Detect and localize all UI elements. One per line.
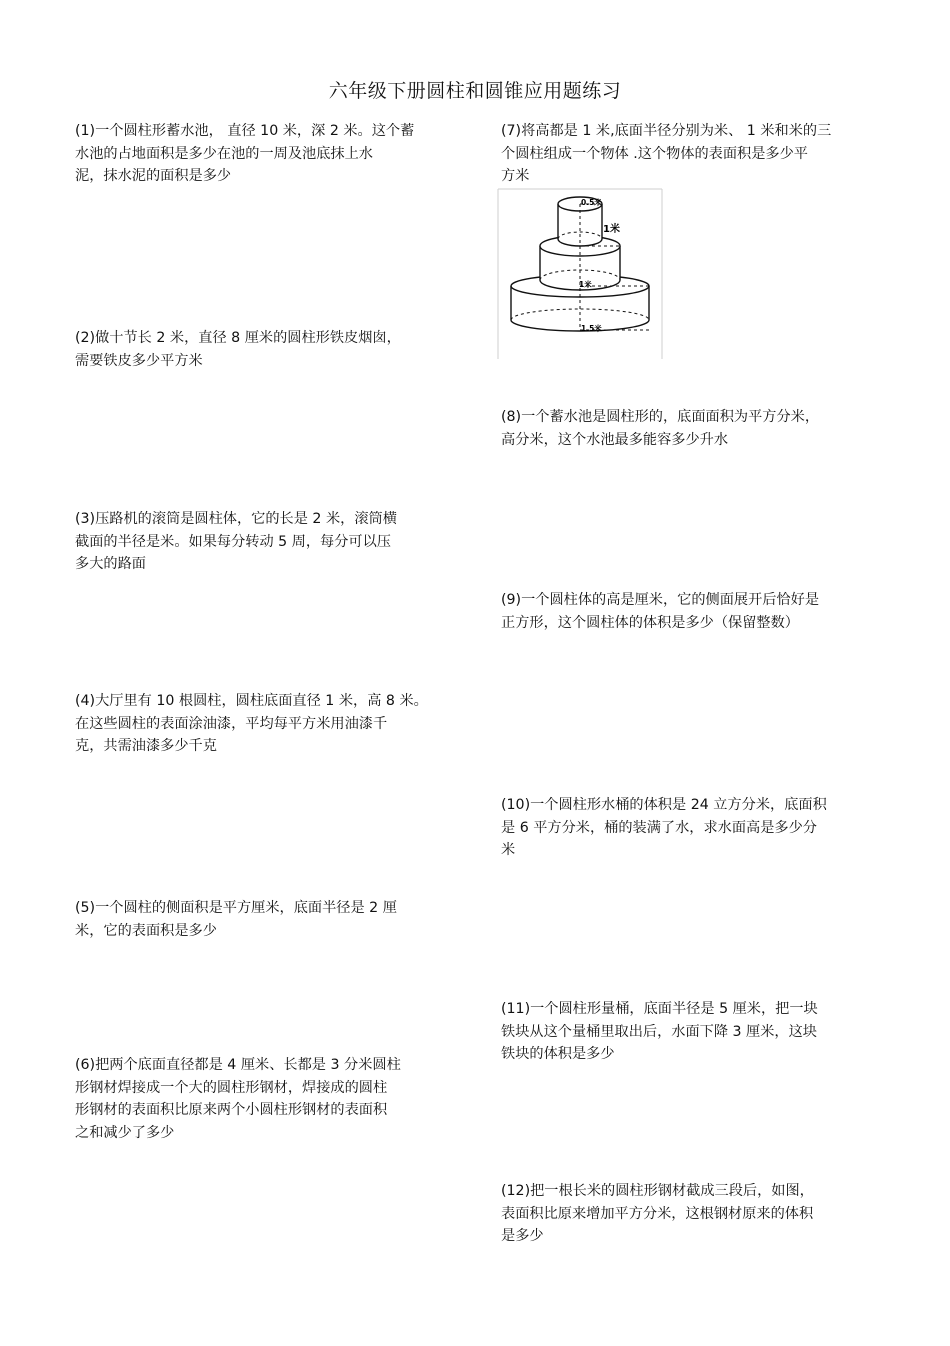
question-11-line-3: 铁块的体积是多少 xyxy=(501,1046,615,1062)
label-top-radius: 0.5米 xyxy=(581,198,602,207)
question-7-line-2: 个圆柱组成一个物体 .这个物体的表面积是多少平 xyxy=(501,145,808,162)
question-2-line-2: 需要铁皮多少平方米 xyxy=(75,352,203,369)
question-4-line-1: (4)大厅里有 10 根圆柱，圆柱底面直径 1 米，高 8 米。 xyxy=(75,693,428,709)
question-12 xyxy=(501,1180,814,1248)
page-title: 六年级下册圆柱和圆锥应用题练习 xyxy=(328,80,622,102)
question-12-line-1: (12)把一根长米的圆柱形钢材截成三段后，如图， xyxy=(501,1183,814,1199)
question-9 xyxy=(501,589,819,634)
question-1-line-1: (1)一个圆柱形蓄水池， 直径 10 米，深 2 米。这个蓄 xyxy=(75,123,415,139)
question-5-line-1: (5)一个圆柱的侧面积是平方厘米，底面半径是 2 厘 xyxy=(75,900,397,916)
question-11 xyxy=(501,998,818,1066)
question-4-line-3: 克，共需油漆多少千克 xyxy=(75,738,217,754)
question-10-line-3: 米 xyxy=(501,842,516,858)
question-6-line-1: (6)把两个底面直径都是 4 厘米、长都是 3 分米圆柱 xyxy=(75,1057,401,1073)
question-6 xyxy=(75,1054,401,1144)
question-3-line-1: (3)压路机的滚筒是圆柱体，它的长是 2 米，滚筒横 xyxy=(75,511,397,527)
question-8-line-2: 高分米，这个水池最多能容多少升水 xyxy=(501,431,729,448)
question-6-line-3: 形钢材的表面积比原来两个小圆柱形钢材的表面积 xyxy=(75,1102,388,1118)
question-4-line-2: 在这些圆柱的表面涂油漆，平均每平方米用油漆千 xyxy=(75,715,388,732)
label-height: 1米 xyxy=(603,224,620,235)
question-10-line-1: (10)一个圆柱形水桶的体积是 24 立方分米，底面积 xyxy=(501,797,827,813)
question-3 xyxy=(75,508,397,576)
question-11-line-1: (11)一个圆柱形量桶，底面半径是 5 厘米，把一块 xyxy=(501,1001,818,1017)
question-12-line-3: 是多少 xyxy=(501,1228,544,1244)
label-bottom-radius: 1.5米 xyxy=(581,324,602,333)
question-7-line-1: (7)将高都是 1 米,底面半径分别为米、 1 米和米的三 xyxy=(501,123,832,139)
question-5 xyxy=(75,897,397,942)
stacked-cylinders-figure xyxy=(497,188,663,360)
question-7-line-3: 方米 xyxy=(501,168,530,184)
question-1 xyxy=(75,120,414,188)
question-3-line-3: 多大的路面 xyxy=(75,556,146,572)
question-4 xyxy=(75,690,428,758)
question-10-line-2: 是 6 平方分米，桶的装满了水，求水面高是多少分 xyxy=(501,819,817,836)
question-10 xyxy=(501,794,827,862)
question-5-line-2: 米，它的表面积是多少 xyxy=(75,922,217,939)
label-middle-radius: 1米 xyxy=(579,280,592,289)
question-6-line-2: 形钢材焊接成一个大的圆柱形钢材，焊接成的圆柱 xyxy=(75,1079,388,1096)
question-1-line-2: 水池的占地面积是多少在池的一周及池底抹上水 xyxy=(75,145,373,162)
question-7 xyxy=(501,120,831,188)
question-12-line-2: 表面积比原来增加平方分米，这根钢材原来的体积 xyxy=(501,1205,814,1222)
question-9-line-1: (9)一个圆柱体的高是厘米，它的侧面展开后恰好是 xyxy=(501,592,820,608)
question-2 xyxy=(75,327,401,372)
question-6-line-4: 之和减少了多少 xyxy=(75,1124,175,1141)
question-8-line-1: (8)一个蓄水池是圆柱形的，底面面积为平方分米， xyxy=(501,409,820,425)
question-11-line-2: 铁块从这个量桶里取出后，水面下降 3 厘米，这块 xyxy=(501,1023,817,1040)
question-9-line-2: 正方形，这个圆柱体的体积是多少（保留整数） xyxy=(501,614,799,631)
hidden-edges xyxy=(511,204,649,330)
question-1-line-3: 泥，抹水泥的面积是多少 xyxy=(75,168,232,184)
question-3-line-2: 截面的半径是米。如果每分转动 5 周，每分可以压 xyxy=(75,533,391,550)
question-8 xyxy=(501,406,819,451)
question-2-line-1: (2)做十节长 2 米，直径 8 厘米的圆柱形铁皮烟囱， xyxy=(75,330,401,346)
